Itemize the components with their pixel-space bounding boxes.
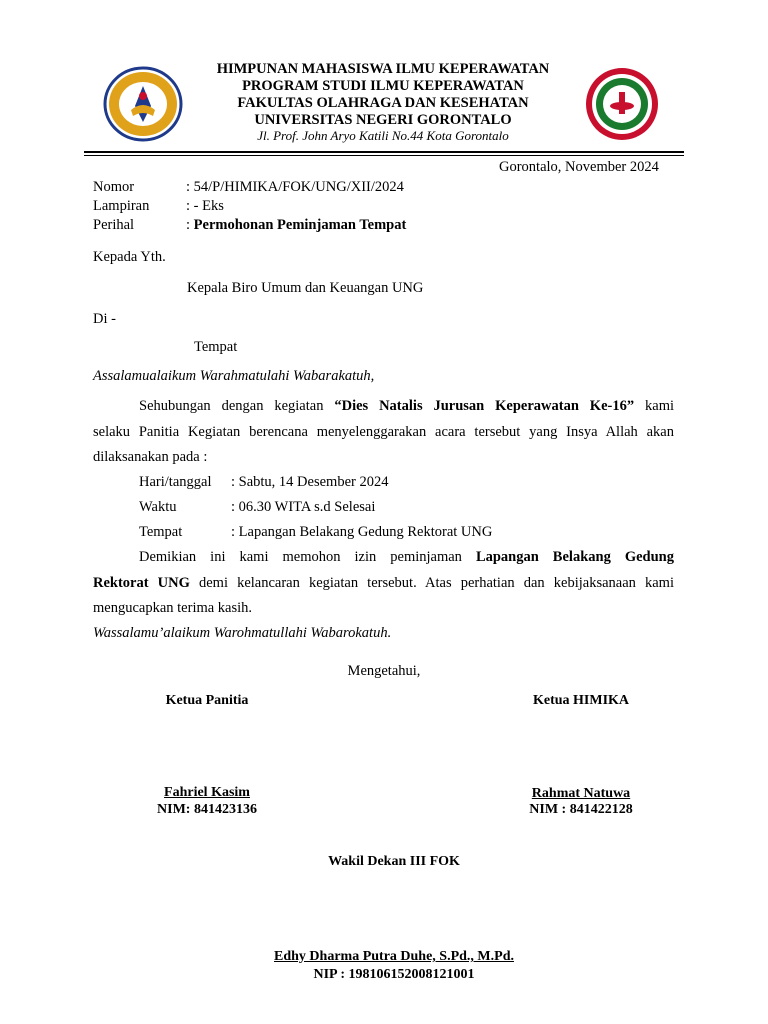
paragraph-2-line-1: Demikian ini kami memohon izin peminjaman Lapangan Belakang Gedung: [139, 549, 674, 565]
org-name: HIMPUNAN MAHASISWA ILMU KEPERAWATAN: [216, 61, 550, 77]
left-signer-title: Ketua Panitia: [165, 693, 249, 708]
meta-label-lampiran: Lampiran: [93, 198, 150, 214]
faculty-name: FAKULTAS OLAHRAGA DAN KESEHATAN: [237, 95, 529, 111]
right-signer-nim: NIM : 841422128: [529, 802, 633, 817]
paragraph-2-line-3: mengucapkan terima kasih.: [93, 600, 253, 616]
paragraph-1-line-2: selaku Panitia Kegiatan berencana menyelenggarakan acara tersebut yang Insya Allah akan: [93, 424, 674, 440]
right-signer-name: Rahmat Natuwa: [531, 786, 631, 801]
detail-value-date: : Sabtu, 14 Desember 2024: [231, 474, 389, 490]
meta-label-perihal: Perihal: [93, 217, 135, 233]
detail-label-place: Tempat: [139, 524, 183, 540]
meta-value-nomor: : 54/P/HIMIKA/FOK/UNG/XII/2024: [186, 179, 404, 195]
bottom-signer-name: Edhy Dharma Putra Duhe, S.Pd., M.Pd.: [274, 949, 514, 964]
paragraph-2-line-2: Rektorat UNG demi kelancaran kegiatan tersebut. Atas perhatian dan kebijaksanaan kami: [93, 575, 674, 591]
paragraph-1-line-1: Sehubungan dengan kegiatan “Dies Natalis Jurusan Keperawatan Ke-16” kami: [139, 398, 674, 414]
university-name: UNIVERSITAS NEGERI GORONTALO: [254, 112, 512, 128]
detail-label-time: Waktu: [139, 499, 177, 515]
right-signer-title: Ketua HIMIKA: [532, 693, 630, 708]
place-label: Tempat: [194, 339, 238, 355]
place-date: Gorontalo, November 2024: [499, 159, 659, 175]
left-signer-name: Fahriel Kasim: [164, 785, 250, 800]
header-rule-thin: [84, 155, 684, 156]
paragraph-1-line-3: dilaksanakan pada :: [93, 449, 208, 465]
left-signer-nim: NIM: 841423136: [157, 802, 257, 817]
acknowledged-label: Mengetahui,: [347, 663, 421, 679]
detail-value-place: : Lapangan Belakang Gedung Rektorat UNG: [231, 524, 493, 540]
detail-value-time: : 06.30 WITA s.d Selesai: [231, 499, 376, 515]
meta-value-lampiran: : - Eks: [186, 198, 224, 214]
opening-salutation: Assalamualaikum Warahmatulahi Wabarakatuh,: [93, 368, 375, 384]
bottom-signer-nip: NIP : 198106152008121001: [313, 967, 475, 982]
program-name: PROGRAM STUDI ILMU KEPERAWATAN: [242, 78, 524, 94]
meta-label-nomor: Nomor: [93, 179, 135, 195]
bottom-signer-title: Wakil Dekan III FOK: [328, 854, 460, 869]
meta-value-perihal: : Permohonan Peminjaman Tempat: [186, 217, 407, 233]
di-label: Di -: [93, 311, 116, 327]
greeting-to: Kepada Yth.: [93, 249, 166, 265]
recipient: Kepala Biro Umum dan Keuangan UNG: [187, 280, 424, 296]
closing-salutation: Wassalamu’alaikum Warohmatullahi Wabarokatuh.: [93, 625, 392, 641]
address: Jl. Prof. John Aryo Katili No.44 Kota Gorontalo: [257, 128, 509, 143]
header-rule-thick: [84, 151, 684, 153]
detail-label-date: Hari/tanggal: [139, 474, 212, 490]
